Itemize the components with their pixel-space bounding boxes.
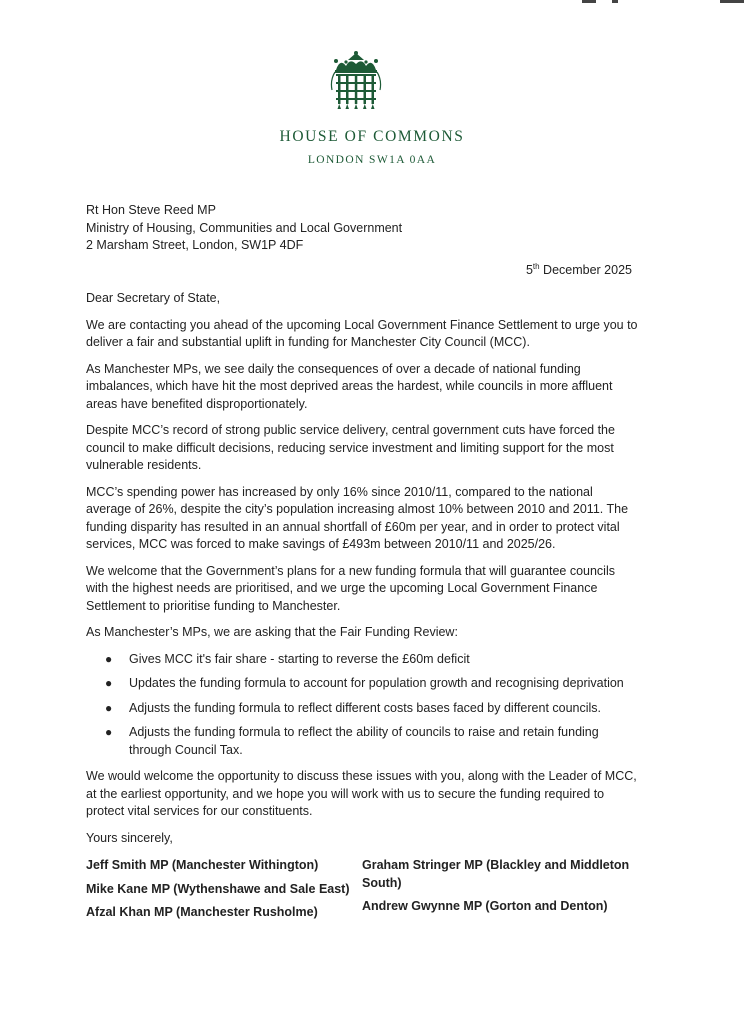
date-day: 5 xyxy=(525,263,533,277)
scan-edge-mark xyxy=(720,0,744,3)
signatures-left xyxy=(86,857,362,928)
scan-edge-mark xyxy=(612,0,618,3)
letterhead-title: HOUSE OF COMMONS xyxy=(279,128,465,145)
recipient-block xyxy=(86,202,402,255)
body-paragraph: MCC’s spending power has increased by only 16% since 2010/11, compared to the national average of 26%, despite the city’s population increasing almost 10% between 2010 and 2011. The funding disparity has resulted in an annual shortfall of £60m per year, and in order to protect vital services, MCC was forced to make savings of £493m between 2010/11 and 2025/26. xyxy=(86,484,629,551)
list-item-text: Updates the funding formula to account for population growth and recognising deprivation xyxy=(129,676,624,690)
signatory: Afzal Khan MP (Manchester Rusholme) xyxy=(86,905,318,919)
recipient-department: Ministry of Housing, Communities and Local Government xyxy=(86,220,403,235)
signatory: Mike Kane MP (Wythenshawe and Sale East) xyxy=(86,881,350,896)
list-item xyxy=(105,700,638,718)
signatory: Graham Stringer MP (Blackley and Middleton South) xyxy=(362,858,630,890)
list-item xyxy=(105,651,638,669)
body-paragraph: We would welcome the opportunity to discuss these issues with you, along with the Leader of MCC, at the earliest opportunity, and we hope you will work with us to secure the funding required to protect vital services for our constituents. xyxy=(86,769,637,818)
bullet-icon: ● xyxy=(105,725,113,739)
letterhead-address: LONDON SW1A 0AA xyxy=(307,154,437,166)
list-item xyxy=(105,724,638,759)
body-paragraph: Despite MCC’s record of strong public service delivery, central government cuts have forced the council to make difficult decisions, reducing service investment and limiting support for the most vulnerable residents. xyxy=(86,423,615,472)
scan-edge-mark xyxy=(582,0,596,3)
bullet-icon: ● xyxy=(105,700,113,715)
body-paragraph: We welcome that the Government’s plans for a new funding formula that will guarantee councils with the highest needs are prioritised, and we urge the upcoming Local Government Finance Settlement to prioritise funding to Manchester. xyxy=(86,563,615,613)
bullet-icon: ● xyxy=(105,676,113,690)
body-paragraph: We are contacting you ahead of the upcoming Local Government Finance Settlement to urge you to deliver a fair and substantial uplift in funding for Manchester City Council (MCC). xyxy=(86,317,638,349)
date-suffix: th xyxy=(532,261,540,271)
signatures xyxy=(86,857,638,928)
bullet-icon: ● xyxy=(105,651,113,666)
signatures-right xyxy=(362,857,638,928)
salutation: Dear Secretary of State, xyxy=(86,291,221,305)
signatory: Andrew Gwynne MP (Gorton and Denton) xyxy=(362,899,608,913)
request-list xyxy=(86,651,638,760)
signatory: Jeff Smith MP (Manchester Withington) xyxy=(86,858,319,872)
letter-body xyxy=(86,290,638,928)
date-rest: December 2025 xyxy=(543,263,632,277)
list-item-text: Gives MCC it's fair share - starting to reverse the £60m deficit xyxy=(129,651,470,666)
closing: Yours sincerely, xyxy=(86,830,173,845)
list-item-text: Adjusts the funding formula to reflect the ability of councils to raise and retain funding through Council Tax. xyxy=(129,725,599,757)
recipient-name: Rt Hon Steve Reed MP xyxy=(86,203,216,217)
list-item-text: Adjusts the funding formula to reflect different costs bases faced by different councils. xyxy=(129,700,602,715)
list-item xyxy=(105,675,638,693)
body-paragraph: As Manchester MPs, we see daily the consequences of over a decade of national funding imbalances, which have hit the most deprived areas the hardest, while councils in more affluent areas have benefited disproportionately. xyxy=(86,361,613,411)
body-paragraph: As Manchester’s MPs, we are asking that the Fair Funding Review: xyxy=(86,625,458,639)
letter-date xyxy=(526,263,632,277)
portcullis-crest-icon xyxy=(330,50,382,110)
recipient-address: 2 Marsham Street, London, SW1P 4DF xyxy=(86,238,304,252)
